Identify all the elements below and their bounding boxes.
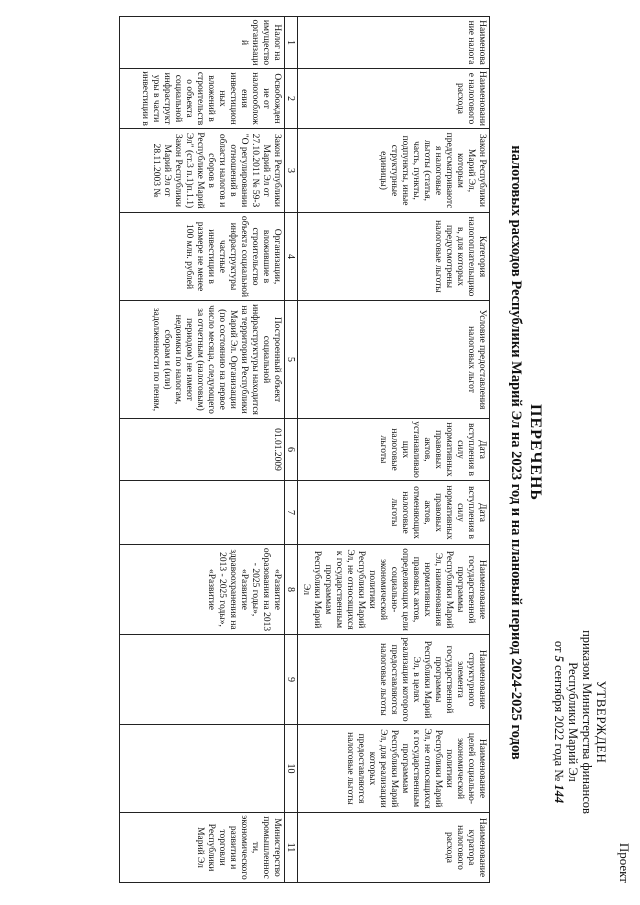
document-subtitle: налоговых расходов Республики Марий Эл на 2023 год и на плановый период 2024-2025 годов — [508, 145, 524, 760]
column-number: 4 — [285, 213, 298, 301]
document-title: ПЕРЕЧЕНЬ — [527, 404, 544, 501]
column-header: Наименование налогового расхода — [298, 69, 490, 129]
column-number: 9 — [285, 635, 298, 725]
column-number: 5 — [285, 301, 298, 419]
column-header: Наименование налога — [298, 17, 490, 69]
column-number: 10 — [285, 725, 298, 813]
column-header: Дата вступления в силу нормативных правовых актов, устанавливающих налоговые льготы — [298, 419, 490, 481]
table-cell — [120, 725, 285, 813]
approval-block — [552, 572, 608, 872]
approved-line-4 — [552, 572, 566, 872]
column-header: Категория налогоплательщиков, для которых предусмотрены налоговые льготы — [298, 213, 490, 301]
column-number: 7 — [285, 481, 298, 545]
column-number-row — [285, 17, 298, 883]
column-number: 1 — [285, 17, 298, 69]
column-header: Закон Республики Марий Эл, которым предусматриваются налоговые льготы (статья, часть, пункты, подпункты, иные структурные единицы) — [298, 129, 490, 213]
table-cell: «Развитие образования на 2013 - 2025 годы», «Развитие здравоохранения на 2013 - 2025 годы», «Развитие — [120, 545, 285, 635]
table-cell: Освобождение от налогообложения инвестиционных вложений в строительство объекта социальной инфраструктуры в части инвестиции в — [120, 69, 285, 129]
approved-date-prefix: от — [552, 640, 566, 653]
table-cell: Построенный объект социальной инфраструктуры находится на территории Республики Марий Эл. Организации (по состоянию на первое число месяца, следующего за отчетным (налоговым) периодом) не имеют недоимки по налогам, сборам и (или) задолженности по пеням, — [120, 301, 285, 419]
table-cell: Закон Республики Марий Эл от 27.10.2011 № 59-З "О регулировании отношений в области налогов и сборов в Республике Марий Эл" (ст.3 п.1)п.1.1) Закон Республики Марий Эл от 28.11.2003 № — [120, 129, 285, 213]
project-label: Проект — [617, 842, 632, 883]
column-number: 3 — [285, 129, 298, 213]
column-number: 6 — [285, 419, 298, 481]
column-number: 8 — [285, 545, 298, 635]
column-header: Условие предоставления налоговых льгот — [298, 301, 490, 419]
column-header: Наименование целей социально-экономической политики Республики Марий Эл, не относящихся к государственным программам Республики Марий Эл, для реализации которых предоставляются налоговые льготы — [298, 725, 490, 813]
column-number: 11 — [285, 813, 298, 883]
approved-line-3: Республики Марий Эл — [566, 662, 580, 782]
table-cell: Налог на имущество организаций — [120, 17, 285, 69]
table-cell: Министерство промышленности, экономического развития и торговли Республики Марий Эл — [120, 813, 285, 883]
column-header: Наименование государственной программы Республики Марий Эл, наименования нормативных правовых актов, определяющих цели социально-экономической политики Республики Марий Эл, не относящихся к государственным программам Республики Марий Эл — [298, 545, 490, 635]
approved-line-2: приказом Министерства финансов — [580, 630, 594, 814]
column-header: Дата вступления в силу нормативных правовых актов, отменяющих налоговые льготы — [298, 481, 490, 545]
approved-number: 144 — [552, 784, 566, 804]
table-cell — [120, 635, 285, 725]
table-header-row — [298, 17, 490, 883]
table-cell — [120, 481, 285, 545]
column-number: 2 — [285, 69, 298, 129]
table-cell: Организации, вложившие в строительство объекта социальной инфраструктуры частные инвестиции в размере не менее 100 млн. рублей — [120, 213, 285, 301]
approved-day: 5 — [552, 655, 566, 662]
column-header: Наименование куратора налогового расхода — [298, 813, 490, 883]
table-cell: 01.01.2009 — [120, 419, 285, 481]
approved-date-middle: сентября 2022 года № — [552, 664, 566, 782]
table-row — [120, 17, 285, 883]
column-header: Наименование структурного элемента государственной программы Республики Марий Эл, в целях реализации которого предоставляются налоговые льготы — [298, 635, 490, 725]
tax-expenditures-table — [119, 16, 490, 883]
approved-title: УТВЕРЖДЕН — [594, 680, 609, 764]
